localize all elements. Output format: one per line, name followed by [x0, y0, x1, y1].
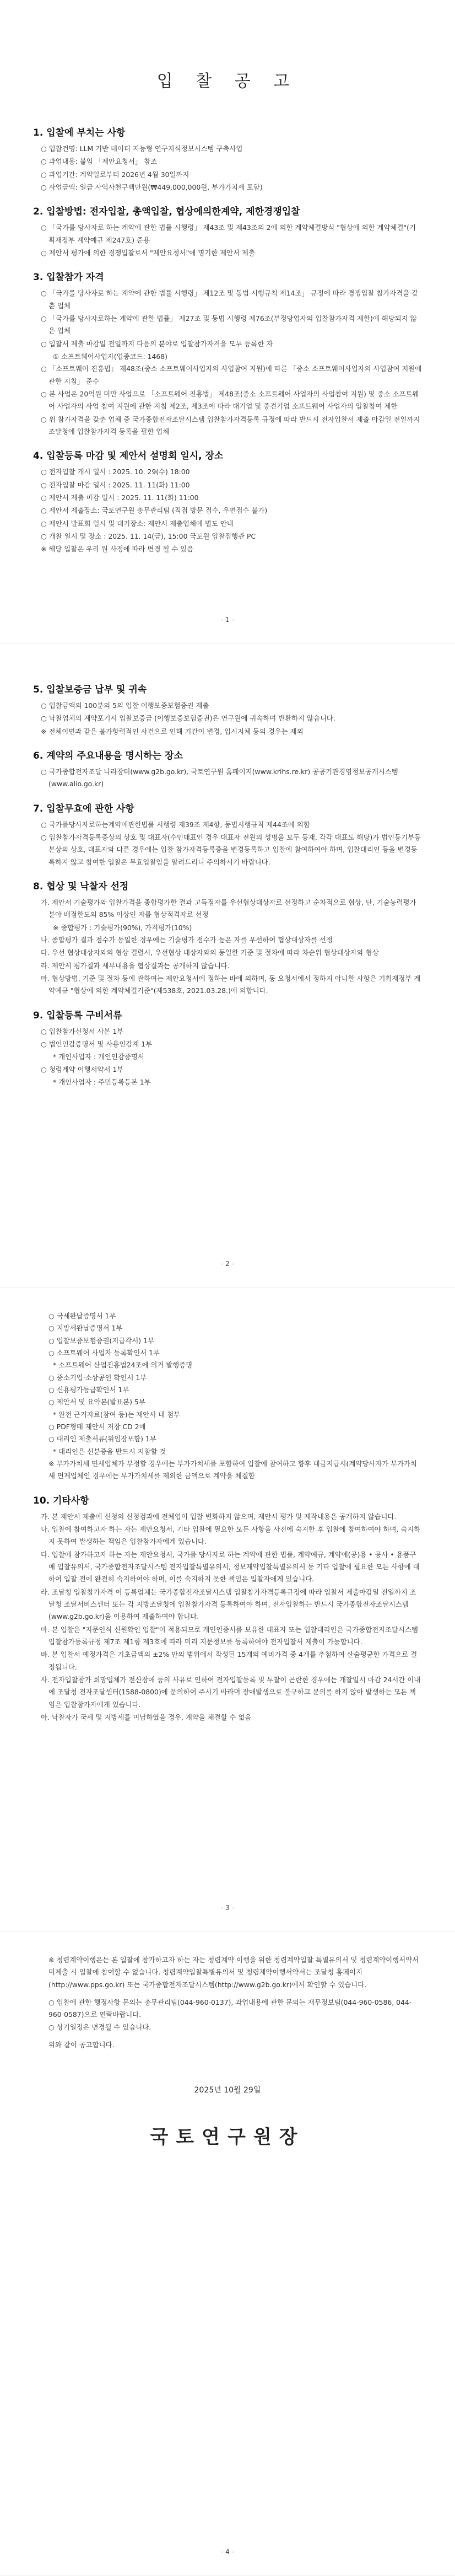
contact-info: ○ 입찰에 관한 행정사항 문의는 총무관리팀(044-960-0137), 과업내용에 관한 문의는 재무정보팀(044-960-0586, 044-960-0587)으로 연락바랍니다.: [48, 1998, 412, 2019]
section-8-sub: ※ 종합평가 : 기술평가(90%), 가격평가(10%): [53, 923, 192, 932]
vat-note: ※ 부가가치세 면세업체가 부정할 경우에는 부가가치세를 포함하여 입찰에 참여하고 향후 대금지급시(계약당사자가 부가가치세 면제업체인 경우에는 부가가치세를 제외한 금액으로 계약을 체결함: [48, 1459, 417, 1480]
section-10-item: 사. 전자입찰참가 희망업체가 전산장애 등의 사유로 인하여 전자입찰등록 및 투찰이 곤란한 경우에는 개찰일시 마감 24시간 이내에 조달청 전자조달센터(1588-0800)에 문의하여 주시기 바라며 장애발생으로 불구하고 문의를 하지 않아 발생하는 모든 책임은 입찰참가자에게 있습니다.: [41, 1675, 421, 1709]
section-10-item: 나. 입찰에 참여하고자 하는 자는 제안요청서, 기타 입찰에 필요한 모든 사항을 사전에 숙지한 후 입찰에 참여하여야 하며, 숙지하지 못하여 발생하는 책임은 입찰참가자에게 있습니다.: [41, 1525, 421, 1546]
section-4-item: ○ 제안서 제출 마감 일시 : 2025. 11. 11(화) 11:00: [41, 493, 199, 502]
section-9-item: ○ 입찰참가신청서 사본 1부: [41, 1027, 124, 1035]
section-4-heading: 4. 입찰등록 마감 및 제안서 설명회 일시, 장소: [33, 450, 224, 462]
section-3-item: ○ 본 사업은 20억원 미만 사업으로 「소프트웨어 진흥법」 제48조(중소 소프트웨어 사업자의 사업참여 지원) 및 중소 소프트웨어 사업자의 사업 참여 지원에 관한 지침 제2조, 제3조에 따라 대기업 및 중견기업 소프트웨어 사업자의 입찰참여 제한: [41, 389, 419, 411]
integrity-note: ※ 청렴계약이행은는 본 입찰에 참가하고자 하는 자는 청렴계약 이행을 위한 청렴계약입찰 특별유의서 및 청렴계약이행서약서 미제출 시 입찰에 참여할 수 없습니다. 청렴계약입찰특별유의서 및 청렴계약이행서약서는 조달청 홈페이지(http://www.pps.go.kr) 또는 국가종합전자조달시스템(http://www.g2b.go.kr)에서 확인할 수 있습니다.: [48, 1956, 419, 1989]
page-number: - 3 -: [221, 1904, 234, 1912]
document-list-item: ○ 지방세완납증명서 1부: [48, 1324, 123, 1333]
page-3: [0, 1288, 455, 1932]
document-title: 입 찰 공 고: [156, 72, 299, 91]
document-list-item: ○ 국세완납증명서 1부: [48, 1312, 116, 1320]
section-5-note: ※ 전체이면과 같은 불가항력적인 사건으로 인해 기간이 변경, 입시지체 등의 경우는 제외: [41, 727, 304, 736]
section-3-item: ○ 위 참가자격을 갖춘 업체 중 국가종합전자조달시스템 입찰참가자격등록 규정에 따라 반드시 전자입찰서 제출 마감일 전일까지 조달청에 입찰참가자격 등록을 필한 업체: [41, 415, 420, 436]
section-10-item: 라. 조달청 입찰참가자격 이 등록업체는 국가종합전자조달시스템 입찰참가자격등록규정에 따라 입찰서 제출마감일 전일까지 조달청 조달서비스센터 또는 각 지방조달청에 입찰참가자격 등록하여야 하며, 전자입찰하는 반드시 국가종합전자조달시스템(www.g2b.go.kr)을 이용하여 제출하여야 합니다.: [41, 1587, 416, 1621]
section-3-heading: 3. 입찰참가 자격: [33, 272, 104, 283]
section-9-heading: 9. 입찰등록 구비서류: [33, 1010, 122, 1021]
page-number: - 2 -: [221, 1260, 234, 1268]
section-3-item: ○ 「국가를 당사자로 하는 계약에 관한 법률 시행령」 제12조 및 동법 시행규칙 제14조」 규정에 따라 경쟁입찰 참가자격을 갖춘 업체: [41, 289, 419, 310]
section-4-item: ○ 제안서 발표회 일시 및 대기장소: 제안서 제출업체에 별도 안내: [41, 519, 234, 528]
document-list-item: ○ 소프트웨어 사업자 등록확인서 1부: [48, 1348, 160, 1357]
section-9-item: ○ 청렴계약 이행서약서 1부: [41, 1065, 124, 1074]
page-1: [0, 0, 455, 644]
section-7-item: ○ 국가를당사자로하는계약에관한법률 시행령 제39조 제4항, 동법시행규칙 제44조에 의함: [41, 820, 310, 829]
section-2-heading: 2. 입찰방법: 전자입찰, 총액입찰, 협상에의한계약, 제한경쟁입찰: [33, 206, 300, 218]
section-3-item: ○ 입찰서 제출 마감일 전일까지 다음의 분야로 입찰참가자격을 모두 등록한 자: [41, 339, 273, 348]
document-list-item: ○ 대리인 제출서류(위임장포함) 1부: [48, 1435, 156, 1443]
issuer-name: 국토연구원장: [150, 2126, 305, 2149]
section-8-item: 라. 제안서 평가결과 세부내용을 협상결과는 공개하지 않습니다.: [41, 961, 230, 970]
section-6-heading: 6. 계약의 주요내용을 명시하는 장소: [33, 750, 183, 761]
section-4-note: ※ 해당 입찰은 우리 원 사정에 따라 변경 될 수 있음: [41, 545, 194, 554]
document-list-sub: * 소프트웨어 산업진흥법24조에 의거 발행증명: [53, 1361, 193, 1370]
section-10-item: 가. 본 제안서 제출에 신청의 신청검과에 전체업이 입찰 변화하지 않으며, 재안서 평가 및 제작내용은 공개하지 않습니다.: [41, 1512, 397, 1521]
schedule-note: ○ 상기일정은 변경될 수 있습니다.: [48, 2022, 151, 2031]
section-7-heading: 7. 입찰무효에 관한 사항: [33, 803, 134, 814]
section-4-item: ○ 개찰 일시 및 장소 : 2025. 11. 14(금), 15:00 국토원 입찰집행관 PC: [41, 532, 256, 540]
section-10-heading: 10. 기타사항: [33, 1495, 89, 1506]
section-8-item: 마. 협상방법, 기준 및 절차 등에 관하여는 제안요청서에 정하는 바에 의하며, 동 요청서에서 정하지 아니한 사항은 기획재정부 계약예규 "협상에 의한 계약체결기준"(제538호, 2021.03.28.)에 의합니다.: [41, 974, 421, 995]
section-3-sub: ① 소프트웨어사업자(업종코드: 1468): [53, 352, 167, 361]
section-4-item: ○ 전자입찰 개시 일시 : 2025. 10. 29(수) 18:00: [41, 468, 190, 476]
section-1-item: ○ 사업금액: 일금 사억사천구백만원(₩449,000,000원, 부가가치세 포함): [41, 183, 263, 191]
section-10-item: 아. 낙찰자가 국세 및 지방세를 미납하였을 경우, 계약을 체결할 수 없음: [41, 1713, 252, 1721]
section-8-item: 나. 종합평가 결과 점수가 동일한 경우에는 기술평가 점수가 높은 자를 우선하여 협상대상자를 선정: [41, 935, 333, 944]
page-number: - 4 -: [221, 2548, 234, 2556]
document-list-item: ○ 중소기업·소상공인 확인서 1부: [48, 1373, 147, 1382]
section-1-item: ○ 과업내용: 붙임 「제안요청서」 참조: [41, 157, 158, 166]
section-4-item: ○ 전자입찰 마감 일시 : 2025. 11. 11(화) 11:00: [41, 480, 190, 489]
section-10-item: 바. 본 입찰서 예정가격은 기초금액의 ±2% 만의 범위에서 작성된 15개의 예비가격 중 4개를 추첨하여 산술평균한 가격으로 결정됩니다.: [41, 1650, 418, 1671]
document-list-sub: * 완전 근거자료(참여 등)는 제안서 내 첨부: [53, 1410, 181, 1419]
section-10-item: 다. 입찰에 참가하고자 하는 자는 제안요청서, 국가를 당사자로 하는 계약에 관한 법률, 계약예규, 계약에(공)용 • 공사 • 용품구매 입찰유의서, 국가종합전자조달시스템 전자입찰특별유의서, 정보제약입찰특별유의서 등 기타 입찰에 필요한 모든 사항에 대하여 입찰 전에 완전히 숙지하여야 하며, 이를 숙지하지 못한 책임은 입찰자에게 있습니다.: [41, 1550, 420, 1584]
document-list-item: ○ 입찰보증보험증권(지급각서) 1부: [48, 1336, 154, 1345]
section-5-item: ○ 낙찰업체의 계약포기시 입찰보증금 (이행보증보험증권)은 연구원에 귀속하며 반환하지 않습니다.: [41, 714, 335, 723]
section-4-item: ○ 제안서 제출장소: 국토연구원 총무관리팀 (직접 방문 접수, 우편접수 불가): [41, 506, 268, 515]
section-6-item: ○ 국가종합전자조달 나라장터(www.g2b.go.kr), 국토연구원 홈페이지(www.krihs.re.kr) 공공기관경영정보공개시스템(www.alio.go.kr): [41, 767, 398, 788]
section-8-heading: 8. 협상 및 낙찰자 선정: [33, 881, 129, 892]
page-4: [0, 1932, 455, 2576]
page-2: [0, 644, 455, 1288]
section-2-item: ○ 제안서 평가에 의한 경쟁입찰로서 "제안요청서"에 명기한 제안서 제출: [41, 248, 255, 257]
section-3-item: ○ 「소프트웨어 진흥법」 제48조(중소 소프트웨어사업자의 사업참여 지원)에 따른 「중소 소프트웨어사업자의 사업참여 지원에 관한 지침」 준수: [41, 364, 422, 385]
document-list-item: ○ PDF형태 제안서 저장 CD 2매: [48, 1422, 146, 1431]
section-7-item: ○ 입찰참가자격등록증상의 상호 및 대표자(수인대표인 경우 대표자 전원의 성명을 모두 등재, 각각 대표도 해당)가 법인등기부등본상의 상호, 대표자와 다른 경우에는 입찰 참가자격등록증을 변경등록하고 입찰에 참여하여야 하며, 입찰대리인 등을 변경등록하지 않고 참여한 입찰은 무효입찰임을 알려드리니 주의하시기 바랍니다.: [41, 833, 421, 866]
document-list-item: ○ 신용평가등급확인서 1부: [48, 1385, 129, 1394]
page-number: - 1 -: [221, 616, 234, 624]
section-8-item: 다. 우선 협상대상자와의 협상 결렬시, 우선협상 대상자와의 동일한 기준 및 절차에 따라 차순위 협상대상자와 협상: [41, 948, 379, 957]
section-2-item: ○ 「국가를 당사자로 하는 계약에 관한 법률 시행령」 제43조 및 제43조의 2에 의한 계약체결방식 "협상에 의한 계약체결"(기획재정부 계약예규 제247호) 준용: [41, 223, 416, 244]
section-5-heading: 5. 입찰보증금 납부 및 귀속: [33, 684, 147, 695]
section-10-item: 마. 본 입찰은 "지문인식 신원확인 입찰"이 적용되므로 개인인증서를 보유한 대표자 또는 입찰대리인은 국가종합전자조달시스템 입찰참가등록규정 제7조 제1항 제3호에 따라 미리 지문정보를 등록하여야 전자입찰서 제출이 가능합니다.: [41, 1625, 419, 1646]
document-list-sub: * 대리인은 신분증을 반드시 지참할 것: [53, 1447, 166, 1456]
section-3-item: ○ 「국가를 당사자로하는 계약에 관한 법률」 제27조 및 동법 시행령 제76조(부정당업자의 입찰참가자격 제한)에 해당되지 않은 업체: [41, 314, 417, 335]
section-9-sub: * 개인사업자 : 개인인감증명서: [53, 1053, 144, 1061]
announcement-date: 2025년 10월 29일: [194, 2086, 261, 2095]
closing-statement: 위와 같이 공고합니다.: [48, 2040, 115, 2049]
section-9-item: ○ 법인인감증명서 및 사용인감계 1부: [41, 1039, 153, 1048]
section-1-item: ○ 입찰건명: LLM 기반 데이터 지능형 연구지식정보시스템 구축사업: [41, 144, 243, 153]
section-8-item: 가. 제안서 기술평가와 입찰가격을 종합평가한 결과 고득점자를 우선협상대상자로 선정하고 순차적으로 협상, 단, 기술능력평가분야 배점한도의 85% 이상인 자를 협상적격자로 선정: [41, 898, 416, 919]
section-9-sub: * 개인사업자 : 주민등록등본 1부: [53, 1077, 151, 1086]
document-list-item: ○ 제안서 및 요약본(발표본) 5부: [48, 1398, 145, 1407]
section-5-item: ○ 입찰금액의 100분의 5의 입찰 이행보증보험증권 제출: [41, 701, 209, 710]
section-1-item: ○ 과업기간: 계약일로부터 2026년 4월 30일까지: [41, 170, 189, 179]
section-1-heading: 1. 입찰에 부치는 사항: [33, 127, 126, 138]
